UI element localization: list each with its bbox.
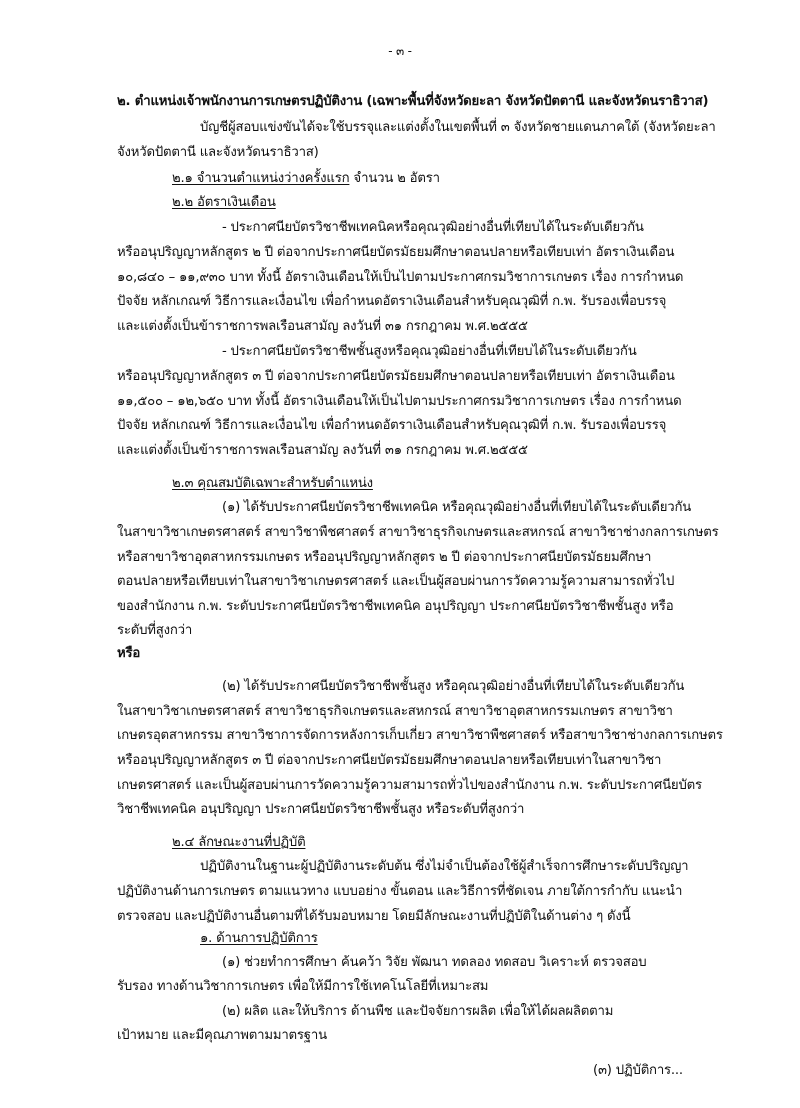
paragraph-line: (๒) ได้รับประกาศนียบัตรวิชาชีพชั้นสูง หรือคุณวุฒิอย่างอื่นที่เทียบได้ในระดับเดียวกัน — [222, 679, 685, 694]
paragraph-line: ตรวจสอบ และปฏิบัติงานอื่นตามที่ได้รับมอบหมาย โดยมีลักษณะงานที่ปฏิบัติในด้านต่าง ๆ ดังนี้ — [117, 909, 631, 924]
paragraph-line: ๑๑,๕๐๐ – ๑๒,๖๕๐ บาท ทั้งนี้ อัตราเงินเดือนให้เป็นไปตามประกาศกรมวิชาการเกษตร เรื่อง การกำหนด — [117, 394, 682, 409]
paragraph-line: ปฏิบัติงานในฐานะผู้ปฏิบัติงานระดับต้น ซึ่งไม่จำเป็นต้องใช้ผู้สำเร็จการศึกษาระดับปริญญา — [200, 859, 689, 874]
paragraph-line: ระดับที่สูงกว่า — [117, 623, 193, 638]
intro-line: บัญชีผู้สอบแข่งขันได้จะใช้บรรจุและแต่งตั้งในเขตพื้นที่ ๓ จังหวัดชายแดนภาคใต้ (จังหวัดยะลา — [200, 120, 716, 135]
subsection-title: ๒.๓ คุณสมบัติเฉพาะสำหรับตำแหน่ง — [172, 476, 373, 491]
paragraph-line: หรืออนุปริญญาหลักสูตร ๓ ปี ต่อจากประกาศนียบัตรมัธยมศึกษาตอนปลายหรือเทียบเท่าในสาขาวิชา — [117, 753, 662, 768]
section-heading: ๒. ตำแหน่งเจ้าพนักงานการเกษตรปฏิบัติงาน (เฉพาะพื้นที่จังหวัดยะลา จังหวัดปัตตานี และจังหวัดนราธิวาส) — [117, 94, 709, 109]
paragraph-line: ปัจจัย หลักเกณฑ์ วิธีการและเงื่อนไข เพื่อกำหนดอัตราเงินเดือนสำหรับคุณวุฒิที่ ก.พ. รับรองเพื่อบรรจุ — [117, 418, 667, 433]
paragraph-line: (๑) ช่วยทำการศึกษา ค้นคว้า วิจัย พัฒนา ทดลอง ทดสอบ วิเคราะห์ ตรวจสอบ — [222, 955, 647, 970]
subsection-title: ๒.๔ ลักษณะงานที่ปฏิบัติ — [172, 835, 306, 850]
subsection-title: ๑. ด้านการปฏิบัติการ — [200, 931, 318, 946]
paragraph-line: (๑) ได้รับประกาศนียบัตรวิชาชีพเทคนิค หรือคุณวุฒิอย่างอื่นที่เทียบได้ในระดับเดียวกัน — [222, 500, 692, 515]
paragraph-line: ของสำนักงาน ก.พ. ระดับประกาศนียบัตรวิชาชีพเทคนิค อนุปริญญา ประกาศนียบัตรวิชาชีพชั้นสูง หรือ — [117, 599, 674, 614]
intro-line: จังหวัดปัตตานี และจังหวัดนราธิวาส) — [117, 145, 319, 160]
paragraph-line: หรืออนุปริญญาหลักสูตร ๓ ปี ต่อจากประกาศนียบัตรมัธยมศึกษาตอนปลายหรือเทียบเท่า อัตราเงินเดือน — [117, 369, 675, 384]
paragraph-line: เกษตรอุตสาหกรรม สาขาวิชาการจัดการหลังการเก็บเกี่ยว สาขาวิชาพืชศาสตร์ หรือสาขาวิชาช่างกลการเกษตร — [117, 728, 723, 743]
paragraph-line: (๒) ผลิต และให้บริการ ด้านพืช และปัจจัยการผลิต เพื่อให้ได้ผลผลิตตาม — [222, 1004, 614, 1019]
paragraph-line: หรืออนุปริญญาหลักสูตร ๒ ปี ต่อจากประกาศนียบัตรมัธยมศึกษาตอนปลายหรือเทียบเท่า อัตราเงินเดือน — [117, 245, 675, 260]
paragraph-line: ปฏิบัติงานด้านการเกษตร ตามแนวทาง แบบอย่าง ขั้นตอน และวิธีการที่ชัดเจน ภายใต้การกำกับ แนะนำ — [117, 884, 683, 899]
continued-text: (๓) ปฏิบัติการ... — [593, 1063, 683, 1078]
subsection-text: จำนวน ๒ อัตรา — [349, 171, 440, 186]
paragraph-line: ๑๐,๘๔๐ – ๑๑,๙๓๐ บาท ทั้งนี้ อัตราเงินเดือนให้เป็นไปตามประกาศกรมวิชาการเกษตร เรื่อง การกำหนด — [117, 270, 684, 285]
paragraph-line: เป้าหมาย และมีคุณภาพตามมาตรฐาน — [117, 1028, 327, 1043]
paragraph-line: และแต่งตั้งเป็นข้าราชการพลเรือนสามัญ ลงวันที่ ๓๑ กรกฎาคม พ.ศ.๒๕๕๕ — [117, 443, 528, 458]
paragraph-line: ตอนปลายหรือเทียบเท่าในสาขาวิชาเกษตรศาสตร์ และเป็นผู้สอบผ่านการวัดความรู้ความสามารถทั่วไป — [117, 574, 675, 589]
page-number: - ๓ - — [388, 44, 412, 58]
paragraph-line: ในสาขาวิชาเกษตรศาสตร์ สาขาวิชาธุรกิจเกษตรและสหกรณ์ สาขาวิชาอุตสาหกรรมเกษตร สาขาวิชา — [117, 704, 673, 719]
paragraph-line: หรือสาขาวิชาอุตสาหกรรมเกษตร หรืออนุปริญญาหลักสูตร ๒ ปี ต่อจากประกาศนียบัตรมัธยมศึกษา — [117, 550, 652, 565]
paragraph-line: ปัจจัย หลักเกณฑ์ วิธีการและเงื่อนไข เพื่อกำหนดอัตราเงินเดือนสำหรับคุณวุฒิที่ ก.พ. รับรองเพื่อบรรจุ — [117, 294, 667, 309]
paragraph-line: - ประกาศนียบัตรวิชาชีพเทคนิคหรือคุณวุฒิอย่างอื่นที่เทียบได้ในระดับเดียวกัน — [222, 220, 644, 235]
subsection-title: ๒.๑ จำนวนตำแหน่งว่างครั้งแรก — [172, 171, 350, 186]
subsection-2-1 — [172, 170, 440, 188]
paragraph-line: เกษตรศาสตร์ และเป็นผู้สอบผ่านการวัดความรู้ความสามารถทั่วไปของสำนักงาน ก.พ. ระดับประกาศนียบัตร — [117, 778, 702, 793]
paragraph-line: - ประกาศนียบัตรวิชาชีพชั้นสูงหรือคุณวุฒิอย่างอื่นที่เทียบได้ในระดับเดียวกัน — [222, 344, 637, 359]
paragraph-line: และแต่งตั้งเป็นข้าราชการพลเรือนสามัญ ลงวันที่ ๓๑ กรกฎาคม พ.ศ.๒๕๕๕ — [117, 319, 528, 334]
paragraph-line: วิชาชีพเทคนิค อนุปริญญา ประกาศนียบัตรวิชาชีพชั้นสูง หรือระดับที่สูงกว่า — [117, 802, 525, 817]
paragraph-line: ในสาขาวิชาเกษตรศาสตร์ สาขาวิชาพืชศาสตร์ สาขาวิชาธุรกิจเกษตรและสหกรณ์ สาขาวิชาช่างกลการเกษตร — [117, 525, 719, 540]
or-label: หรือ — [117, 646, 141, 661]
subsection-title: ๒.๒ อัตราเงินเดือน — [172, 195, 276, 210]
paragraph-line: รับรอง ทางด้านวิชาการเกษตร เพื่อให้มีการใช้เทคโนโลยีที่เหมาะสม — [117, 979, 489, 994]
